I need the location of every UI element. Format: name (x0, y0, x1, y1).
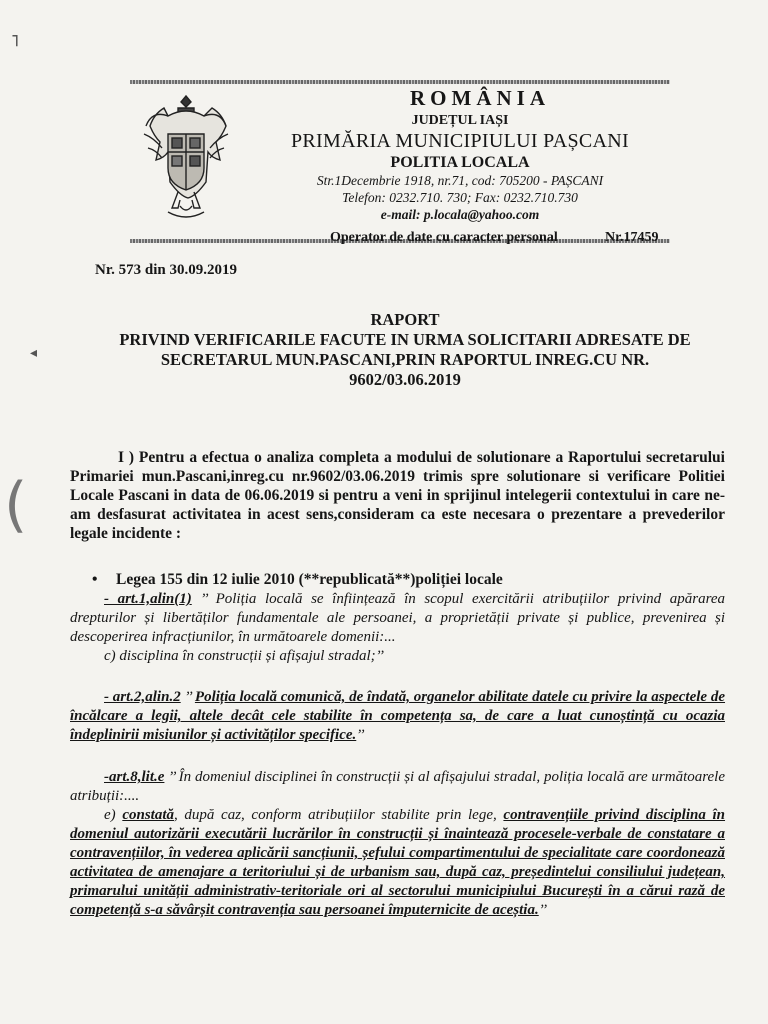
email-line: e-mail: p.locala@yahoo.com (380, 207, 540, 222)
article-2-close: ’’ (356, 727, 365, 743)
law-list-item (92, 570, 747, 589)
institution-name: PRIMĂRIA MUNICIPIULUI PAȘCANI (290, 130, 629, 152)
phone-line: Telefon: 0232.710. 730; Fax: 0232.710.730 (342, 190, 578, 205)
article-8-text: ’’ În domeniul disciplinei în construcții și al afișajului stradal, poliția locală are următoarele atribuții:.... (70, 769, 726, 804)
document-subtitle-line-2: SECRETARUL MUN.PASCANI,PRIN RAPORTUL INREG.CU NR. (160, 350, 650, 369)
article-8-item-middle: , după caz, conform atribuțiilor stabilite prin lege, (174, 807, 497, 823)
document-subtitle-line-3: 9602/03.06.2019 (349, 370, 461, 389)
county-name: JUDEȚUL IAȘI (411, 113, 509, 128)
article-8-block (70, 768, 725, 920)
operator-number: Nr.17459 (605, 230, 659, 245)
article-2-block: - art.2,alin.2 ’’ Poliția locală comunică, de îndată, organelor abilitate datele cu privire la aspectele de încălcare a legii, altele decât cele stabilite în competența sa, de care a luat cunoștință cu ocazia îndeplinirii misiunilor și activităților specifice.’’ (70, 689, 726, 743)
department-name: POLITIA LOCALA (390, 154, 530, 171)
margin-arc-mark: ( (4, 470, 28, 540)
document-title-block (60, 310, 750, 390)
article-1-text: ’’ Poliția locală se înființează în scopul exercitării atribuțiilor privind apărarea drepturilor și libertăților fundamentale ale persoanei, a proprietății private și publice, prevenirea și descoperirea infracțiunilor, în următoarele domenii:... (70, 591, 726, 645)
document-subtitle-line-1: PRIVIND VERIFICARILE FACUTE IN URMA SOLICITARII ADRESATE DE (119, 330, 691, 349)
article-8-reference: -art.8,lit.e (104, 769, 165, 785)
article-8-item-verb: constată (122, 807, 174, 823)
article-8-item-body: contravențiile privind disciplina în domeniul autorizării executării lucrărilor în construcții și înaintează procesele-verbale de constatare a contravențiilor, în vederea aplicării sancțiunii, șefului compartimentului de specialitate care coordonează activitatea de amenajare a teritoriului și de urbanism sau, după caz, președintelui consiliului județean, primarului unității administrativ-teritoriale ori al sectorului municipiului București în a cărui rază de competență s-a săvârșit contravenția sau persoanei împuternicite de aceștia. (70, 807, 726, 918)
article-1-item: c) disciplina în construcții și afișajul stradal;’’ (104, 648, 384, 664)
address-line: Str.1Decembrie 1918, nr.71, cod: 705200 - PAȘCANI (316, 173, 604, 188)
article-1-block (70, 590, 725, 666)
article-8-close: ’’ (538, 902, 548, 918)
document-number: Nr. 573 din 30.09.2019 (95, 262, 237, 278)
article-2-reference: - art.2,alin.2 (104, 689, 181, 705)
margin-scan-mark: ⌐ (5, 32, 27, 49)
article-8-item-letter: e) (104, 807, 116, 823)
margin-punch-mark: ◂ (30, 345, 38, 361)
header-top-rule (130, 80, 670, 84)
document-title: RAPORT (370, 310, 440, 329)
country-name: ROMÂNIA (410, 86, 550, 110)
intro-paragraph: I ) Pentru a efectua o analiza completa a modului de solutionare a Raportului secretarului Primariei mun.Pascani,inreg.cu nr.9602/03.06.2019 trimis spre solutionare si verificare Politiei Locale Pascani in data de 06.06.2019 si pentru a veni in sprijinul intelegerii contextului in care ne-am desfasurat activitatea in acest sens,consideram ca este necesara o prezentare a prevederilor legale incidente : (70, 449, 725, 542)
law-title: Legea 155 din 12 iulie 2010 (**republicată**)poliției locale (116, 571, 503, 588)
letterhead (250, 86, 670, 223)
article-1-reference: - art.1,alin(1) (104, 591, 192, 607)
operator-label: Operator de date cu caracter personal (330, 230, 558, 245)
article-2-text: Poliția locală comunică, de îndată, organelor abilitate datele cu privire la aspectele de încălcare a legii, altele decât cele stabilite în competența sa, de care a luat cunoștință cu ocazia îndeplinirii misiunilor și activităților specifice. (70, 689, 726, 743)
bullet-icon: • (92, 571, 98, 588)
coat-of-arms-icon (138, 90, 234, 226)
